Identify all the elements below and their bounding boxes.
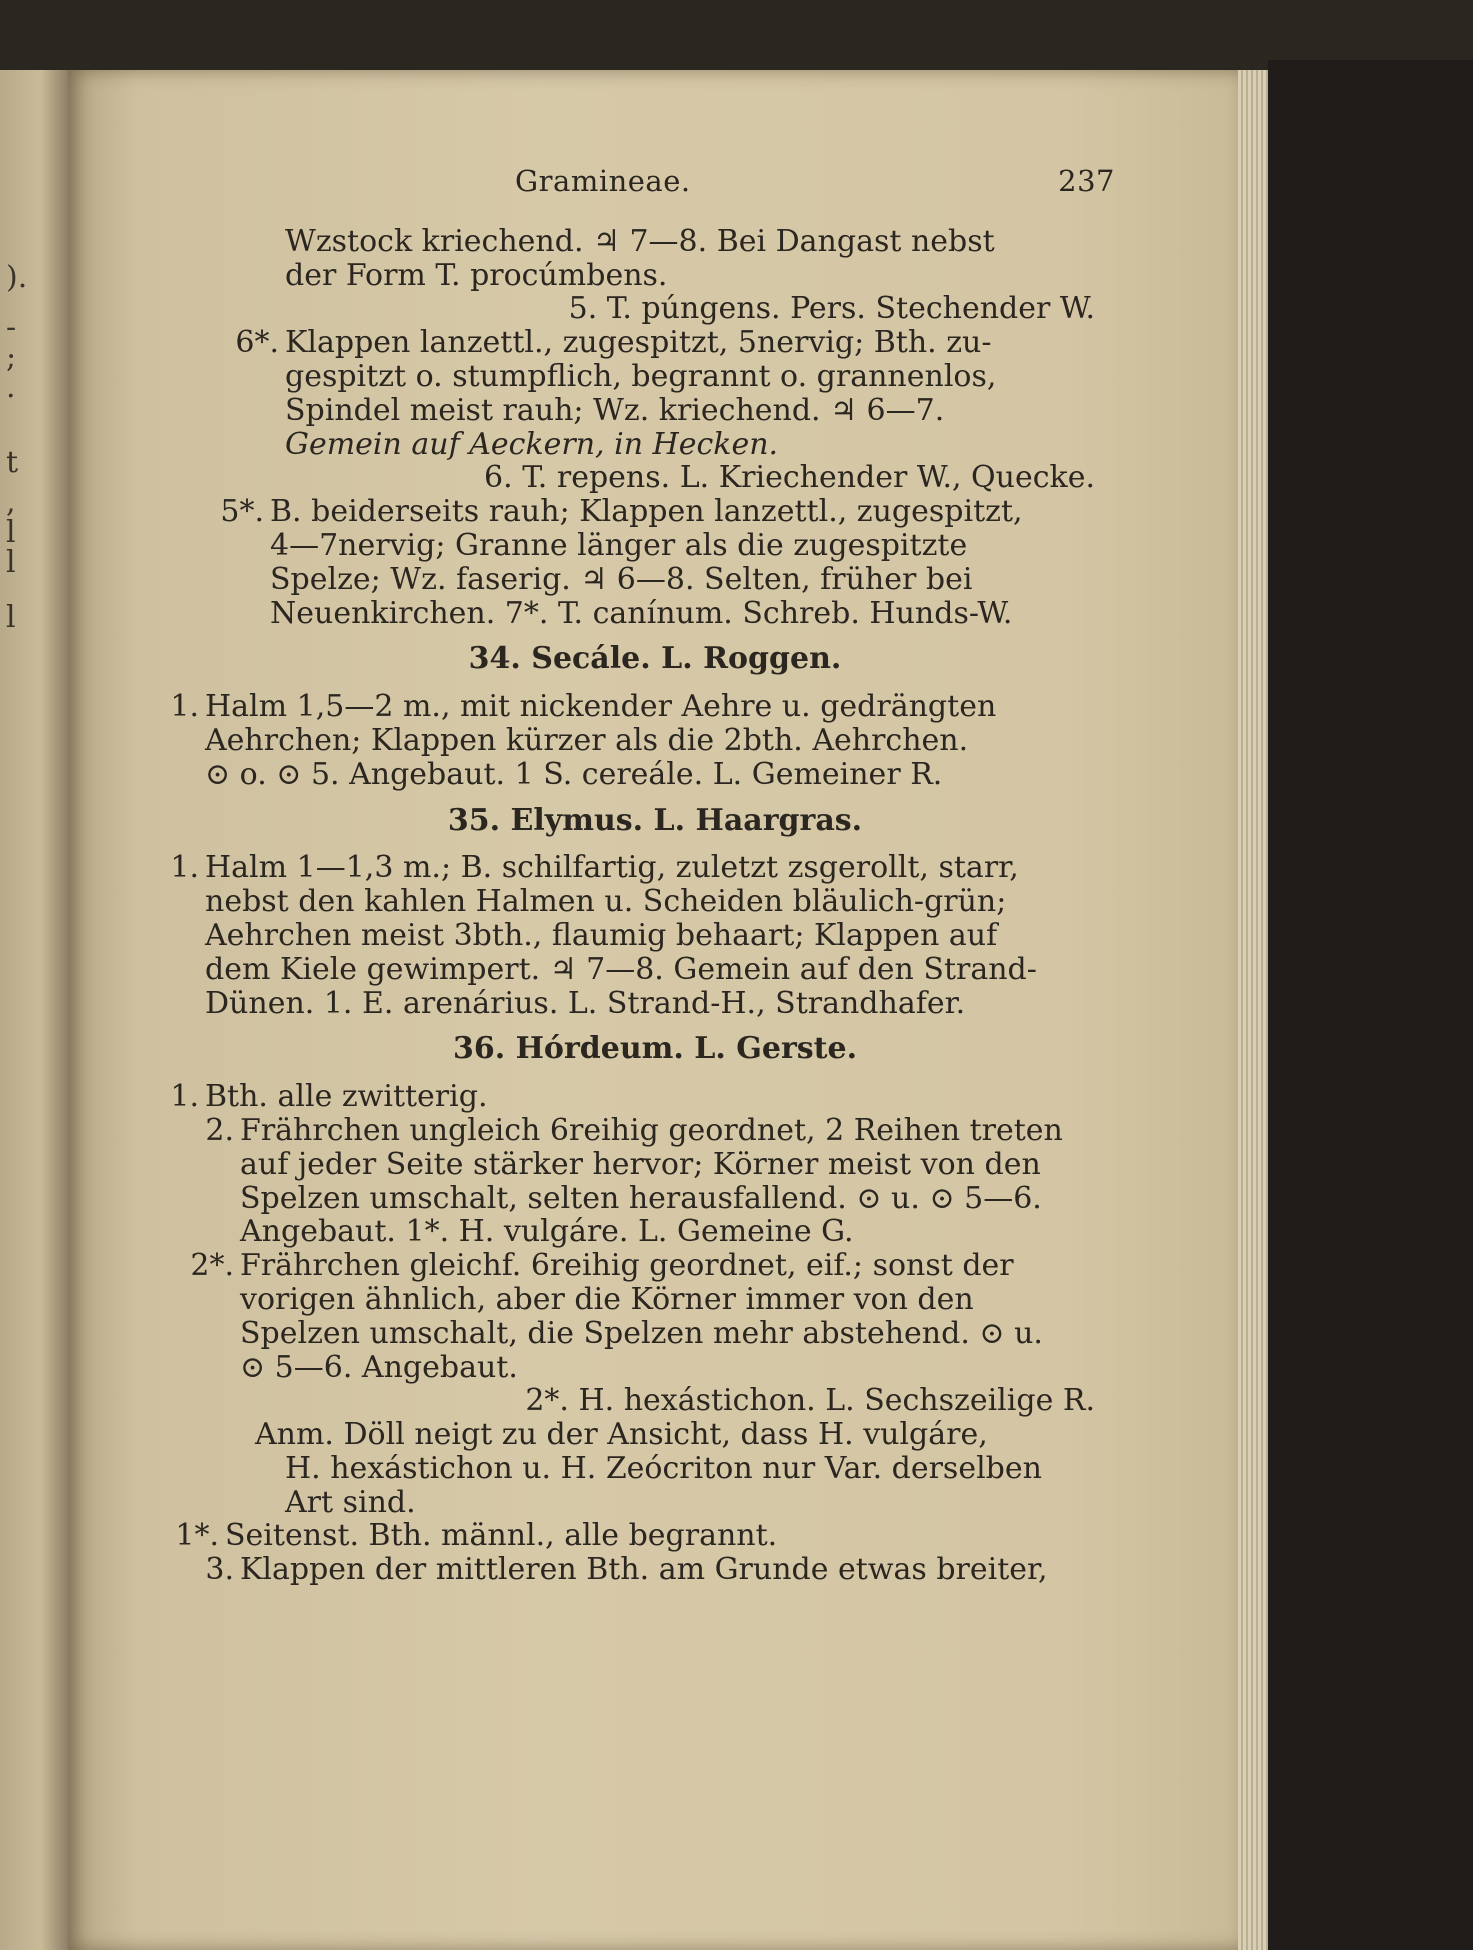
margin-mark: l [6,600,16,635]
text-line: 2*. H. hexástichon. L. Sechszeilige R. [525,1383,1095,1419]
text-line: ⊙ 5—6. Angebaut. [240,1349,518,1385]
genus-heading: 34. Secále. L. Roggen. [468,641,842,677]
text-line: 1. Bth. alle zwitterig. [170,1079,488,1115]
text-line: 6*. Klappen lanzettl., zugespitzt, 5nervig; Bth. zu- [235,325,992,361]
margin-mark: , [6,485,16,520]
text-line: 6. T. repens. L. Kriechender W., Quecke. [484,460,1095,496]
text-line: H. hexástichon u. H. Zeócriton nur Var. derselben [285,1450,1042,1486]
genus-heading: 35. Elymus. L. Haargras. [447,802,863,838]
text-line: 1. Halm 1,5—2 m., mit nickender Aehre u. gedrängten [170,689,997,725]
text-line: 1. Halm 1—1,3 m.; B. schilfartig, zuletzt zsgerollt, starr, [170,850,1019,886]
text-line: dem Kiele gewimpert. ♃ 7—8. Gemein auf den Strand- [205,951,1037,987]
text-line: ⊙ o. ⊙ 5. Angebaut. 1 S. cereále. L. Gemeiner R. [205,756,943,792]
text-line: Aehrchen; Klappen kürzer als die 2bth. Aehrchen. [205,722,969,758]
text-line: Aehrchen meist 3bth., flaumig behaart; Klappen auf [205,917,998,953]
text-line: 3. Klappen der mittleren Bth. am Grunde etwas breiter, [205,1552,1048,1588]
text-line: Spelzen umschalt, selten herausfallend. ⊙ u. ⊙ 5—6. [240,1180,1042,1216]
text-line: gespitzt o. stumpflich, begrannt o. grannenlos, [285,358,997,394]
margin-mark: ; [6,340,17,375]
margin-mark: l [6,515,16,550]
margin-mark: t [6,445,19,480]
text-line: auf jeder Seite stärker hervor; Körner meist von den [240,1146,1041,1182]
genus-heading: 36. Hórdeum. L. Gerste. [452,1031,858,1067]
page-number: 237 [1058,164,1115,198]
text-line: nebst den kahlen Halmen u. Scheiden bläulich-grün; [205,884,1007,920]
text-line: Spindel meist rauh; Wz. kriechend. ♃ 6—7. [285,392,945,428]
text-line: Art sind. [285,1484,416,1520]
book-binding [1268,60,1473,1950]
running-header [515,165,1115,199]
text-line: der Form T. procúmbens. [285,257,668,293]
text-line: 5*. B. beiderseits rauh; Klappen lanzettl., zugespitzt, [220,494,1023,530]
page-text [170,164,1115,1588]
text-line: Gemein auf Aeckern, in Hecken. [285,426,779,462]
margin-mark: l [6,545,16,580]
text-line: Anm. Döll neigt zu der Ansicht, dass H. vulgáre, [255,1417,988,1453]
text-line: 2*. Frährchen gleichf. 6reihig geordnet, eif.; sonst der [190,1248,1014,1284]
text-line: 2. Frährchen ungleich 6reihig geordnet, 2 Reihen treten [205,1112,1063,1148]
margin-mark: ). [6,260,28,295]
text-line: 1*. Seitenst. Bth. männl., alle begrannt. [175,1518,778,1554]
text-line: 4—7nervig; Granne länger als die zugespitzte [270,527,968,563]
text-line: 5. T. púngens. Pers. Stechender W. [568,291,1095,327]
margin-mark: - [6,310,17,345]
text-line: Dünen. 1. E. arenárius. L. Strand-H., Strandhafer. [205,985,966,1021]
text-line: Wzstock kriechend. ♃ 7—8. Bei Dangast nebst [285,223,995,259]
previous-page-edge [0,70,68,1950]
page-block-edges [1238,70,1268,1950]
text-line: Spelze; Wz. faserig. ♃ 6—8. Selten, früher bei [270,561,973,597]
text-line: Neuenkirchen. 7*. T. canínum. Schreb. Hunds-W. [270,595,1013,631]
text-line: Angebaut. 1*. H. vulgáre. L. Gemeine G. [240,1214,854,1250]
text-line: Spelzen umschalt, die Spelzen mehr abstehend. ⊙ u. [240,1315,1043,1351]
previous-page-margin-marks [0,70,68,1950]
text-line: vorigen ähnlich, aber die Körner immer von den [240,1281,974,1317]
margin-mark: . [6,370,16,405]
running-title: Gramineae. [515,164,691,198]
